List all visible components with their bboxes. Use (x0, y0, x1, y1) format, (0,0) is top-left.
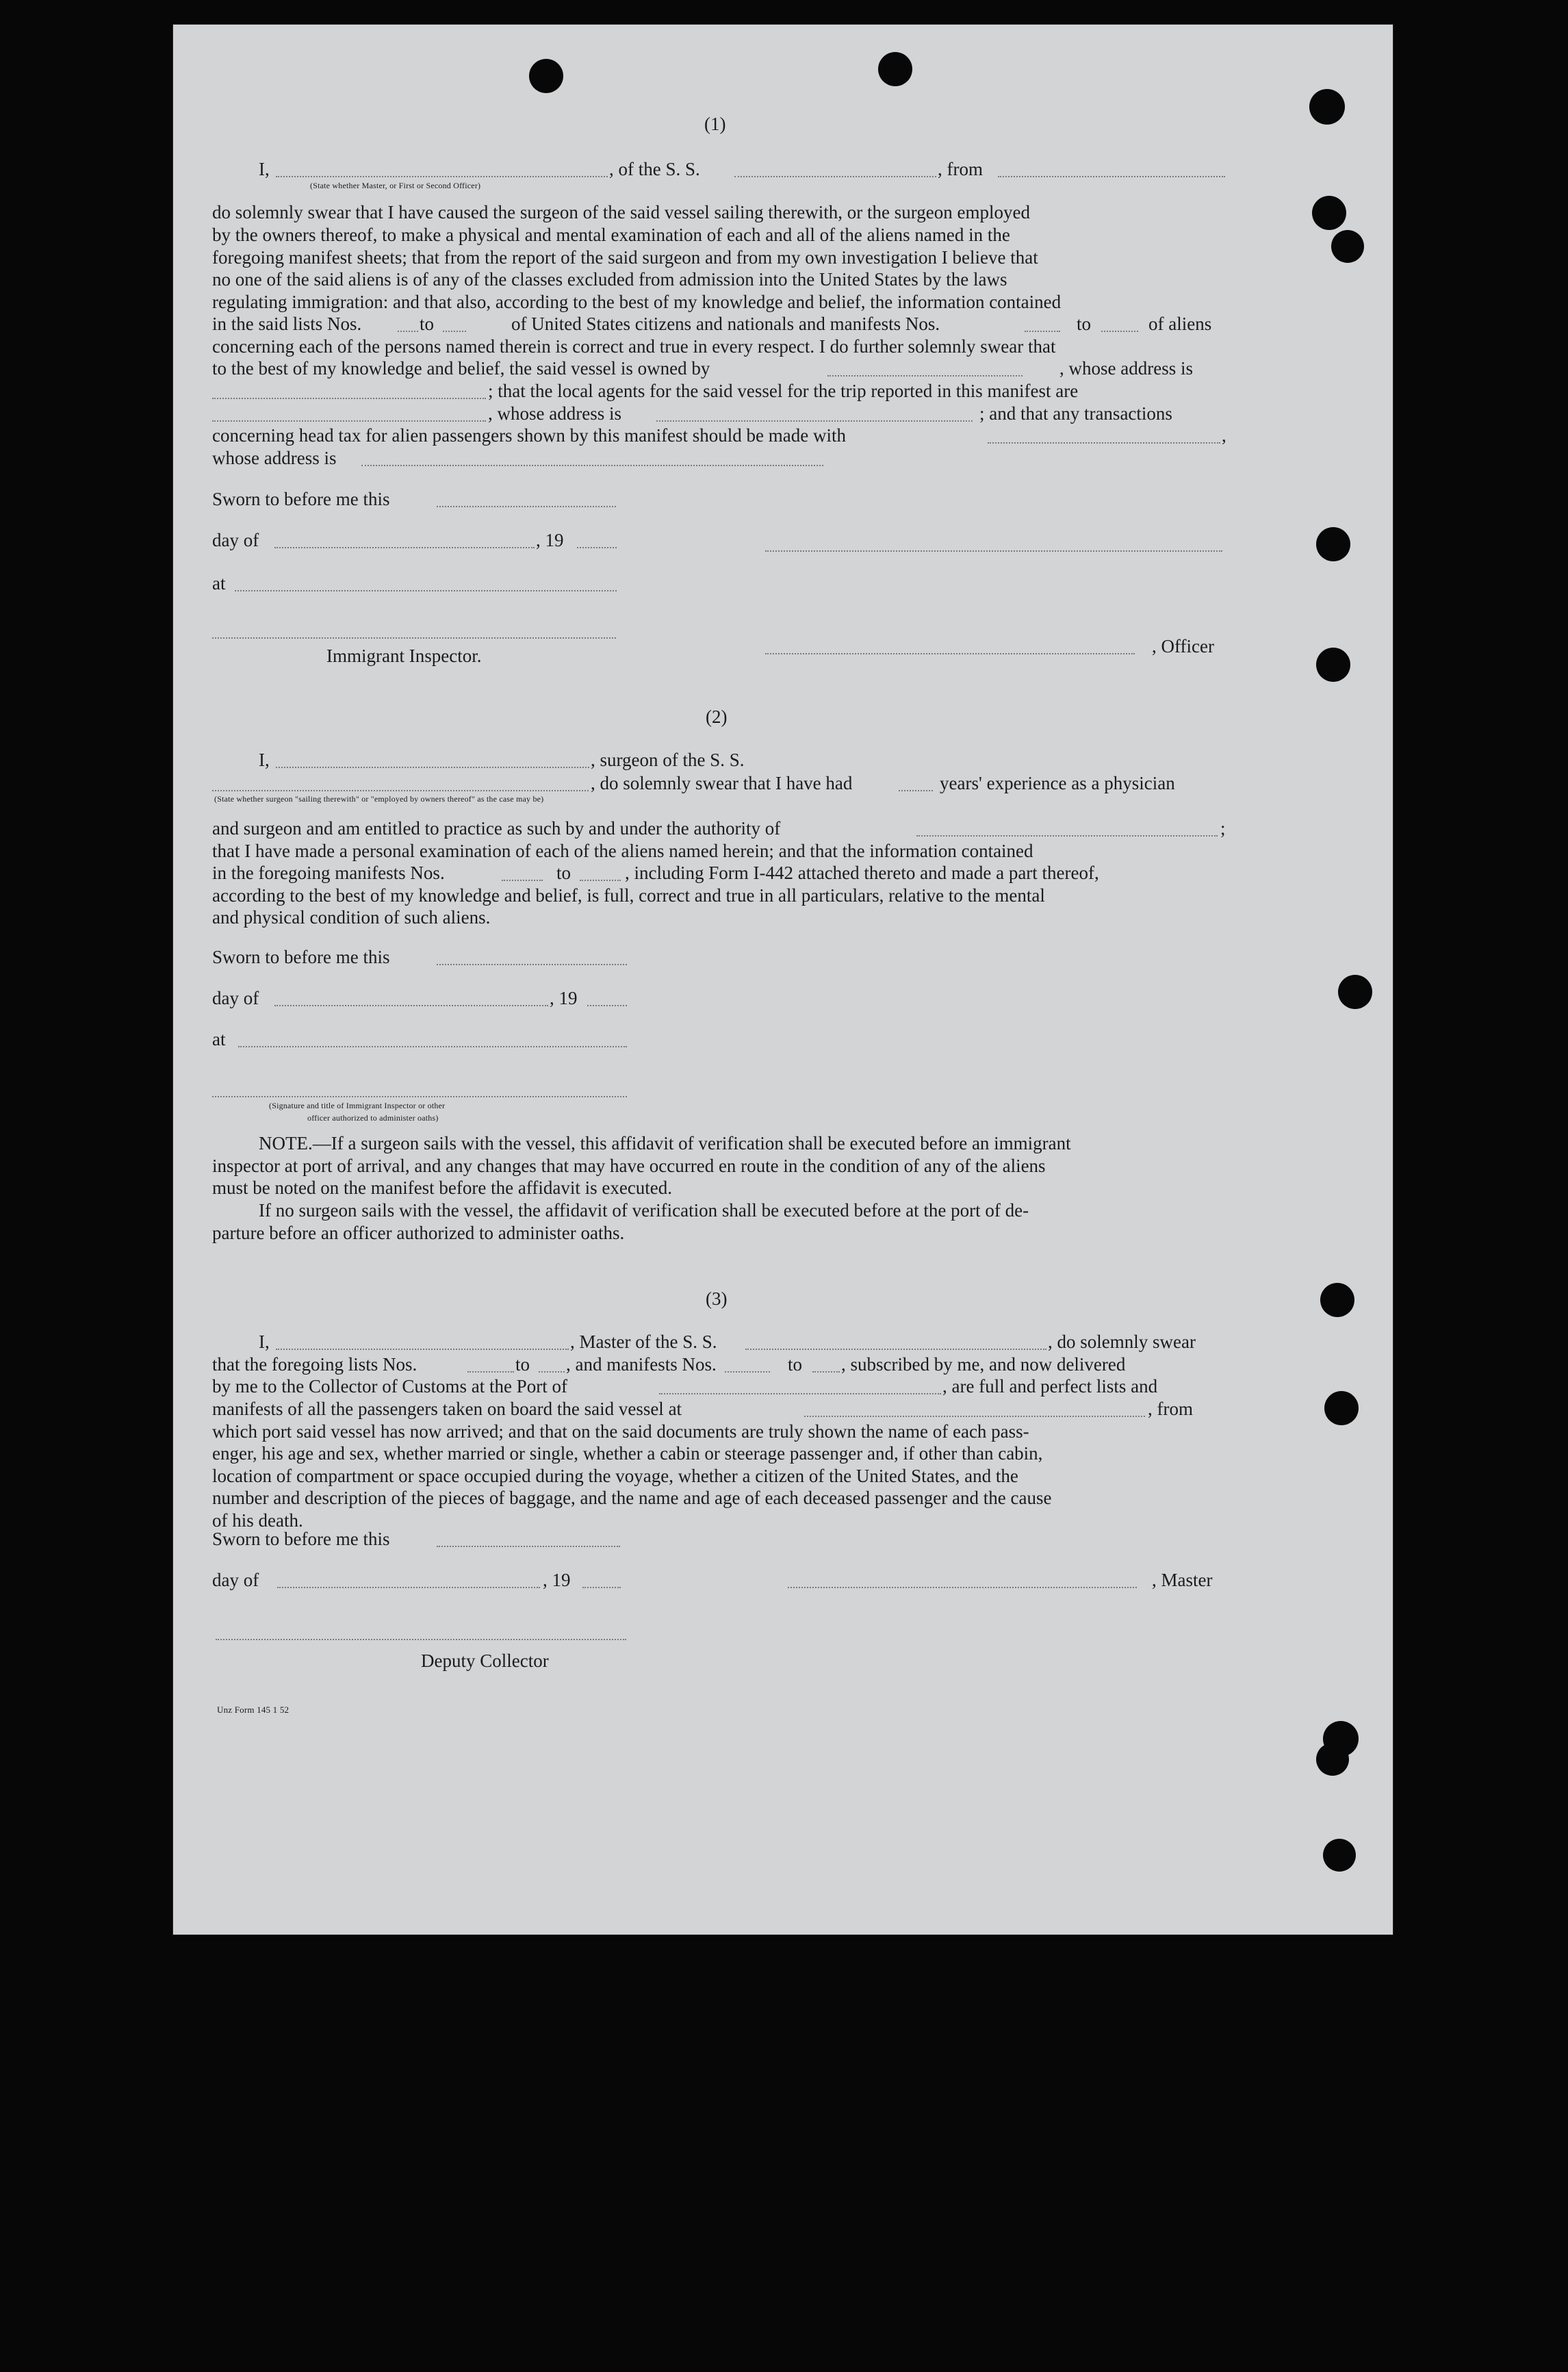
s3-body-line: number and description of the pieces of baggage, and the name and age of each deceased passenger and the cause (212, 1488, 1052, 1508)
s3-manifests-label: , and manifests Nos. (566, 1354, 717, 1375)
s1-lists-label: in the said lists Nos. (212, 314, 362, 334)
punch-hole (1324, 1391, 1359, 1425)
form-sheet (173, 25, 1393, 1935)
s1-inspector-signature-field[interactable] (212, 637, 616, 639)
s3-port-field[interactable] (659, 1393, 941, 1394)
s2-year-field[interactable] (587, 1005, 627, 1006)
s1-at-field[interactable] (235, 590, 617, 591)
s1-agents-label: ; that the local agents for the said vessel for the trip reported in this manifest are (488, 381, 1079, 401)
s1-at-label: at (212, 573, 226, 594)
s1-officer-field[interactable] (276, 176, 608, 177)
s2-swear-label: , do solemnly swear that I have had (591, 773, 853, 793)
punch-hole (529, 59, 563, 93)
s2-signature-caption: (Signature and title of Immigrant Inspector or other (269, 1101, 446, 1110)
s3-master-name-field[interactable] (276, 1349, 569, 1350)
s2-years-label: years' experience as a physician (940, 773, 1175, 793)
s1-body-line: do solemnly swear that I have caused the surgeon of the said vessel sailing therewith, or the surgeon employed (212, 202, 1030, 222)
s3-from-label: , from (1148, 1399, 1193, 1419)
s2-vessel-field[interactable] (212, 790, 589, 791)
s3-body-line: location of compartment or space occupied during the voyage, whether a citizen of the United States, and the (212, 1466, 1018, 1486)
punch-hole (1309, 89, 1345, 125)
s3-board-field[interactable] (804, 1416, 1145, 1417)
s2-year-label: , 19 (550, 988, 578, 1008)
s3-master-label: , Master of the S. S. (570, 1331, 717, 1352)
s3-vessel-field[interactable] (745, 1349, 1046, 1350)
s2-authority-label: and surgeon and am entitled to practice as such by and under the authority of (212, 818, 781, 839)
s1-body-line: no one of the said aliens is of any of the classes excluded from admission into the United States by the laws (212, 269, 1007, 290)
s2-manifest-to-field[interactable] (580, 880, 621, 881)
s3-to-label: to (515, 1354, 530, 1375)
s1-headtax-label: concerning head tax for alien passengers shown by this manifest should be made with (212, 425, 847, 446)
s3-lists-label: that the foregoing lists Nos. (212, 1354, 417, 1375)
punch-hole (1316, 1743, 1349, 1776)
s1-body-line: foregoing manifest sheets; that from the report of the said surgeon and from my own investigation I believe that (212, 247, 1038, 268)
s2-form-label: , including Form I-442 attached thereto and made a part thereof, (625, 863, 1099, 883)
punch-hole (1312, 196, 1346, 230)
s3-sworn-field[interactable] (437, 1546, 620, 1547)
s3-lists-perfect-label: , are full and perfect lists and (942, 1376, 1158, 1397)
s1-officer-signature-field[interactable] (765, 550, 1222, 552)
s1-day-label: day of (212, 530, 259, 550)
s2-surgeon-caption: (State whether surgeon "sailing therewith" or "employed by owners thereof" as the case may be) (214, 794, 544, 804)
s1-from-label: , from (938, 159, 983, 179)
s1-whose-label: whose address is (212, 448, 337, 468)
s3-year-field[interactable] (582, 1587, 621, 1588)
s3-sworn-label: Sworn to before me this (212, 1529, 390, 1549)
s1-body-line: regulating immigration: and that also, according to the best of my knowledge and belief, the information contained (212, 292, 1062, 312)
s2-at-field[interactable] (238, 1046, 627, 1047)
s3-list-from-field[interactable] (467, 1371, 514, 1373)
s3-manifest-to-field[interactable] (812, 1371, 840, 1373)
s3-year-label: , 19 (543, 1570, 571, 1590)
punch-hole (1320, 1283, 1354, 1317)
s1-agents-address-field[interactable] (656, 420, 973, 422)
s2-manifests-label: in the foregoing manifests Nos. (212, 863, 445, 883)
s2-body-line: according to the best of my knowledge and belief, is full, correct and true in all particulars, relative to the mental (212, 885, 1045, 906)
s2-sworn-label: Sworn to before me this (212, 947, 390, 967)
s1-from-field[interactable] (998, 176, 1225, 177)
s1-agents-address-label: , whose address is (488, 403, 621, 424)
s2-surgeon-label: , surgeon of the S. S. (591, 750, 745, 770)
s3-master-signature-field[interactable] (788, 1587, 1137, 1588)
s1-headtax-field[interactable] (988, 442, 1220, 444)
s2-day-label: day of (212, 988, 259, 1008)
s1-manifest-from-field[interactable] (1025, 331, 1060, 332)
s1-list-from-field[interactable] (398, 331, 418, 332)
s1-whose-field[interactable] (361, 465, 823, 466)
s1-year-field[interactable] (577, 547, 617, 548)
s1-owner-field[interactable] (827, 375, 1023, 377)
s1-of-ss-label: , of the S. S. (609, 159, 700, 179)
section-1-heading: (1) (704, 114, 726, 134)
s2-to-label: to (556, 863, 571, 883)
punch-hole (1338, 975, 1372, 1009)
s1-citizens-label: of United States citizens and nationals and manifests Nos. (511, 314, 940, 334)
s1-owner-address-label: , whose address is (1059, 358, 1193, 379)
s2-sworn-field[interactable] (437, 964, 627, 965)
s1-inspector-label: Immigrant Inspector. (326, 646, 482, 666)
s3-body-line: enger, his age and sex, whether married or single, whether a cabin or steerage passenger and, if other than cabin, (212, 1443, 1043, 1464)
s1-owned-label: to the best of my knowledge and belief, the said vessel is owned by (212, 358, 710, 379)
s2-note-line: NOTE.—If a surgeon sails with the vessel, this affidavit of verification shall be executed before an immigrant (259, 1133, 1071, 1153)
s1-list-to-field[interactable] (443, 331, 466, 332)
s2-day-field[interactable] (274, 1005, 548, 1006)
s3-board-label: manifests of all the passengers taken on board the said vessel at (212, 1399, 682, 1419)
s2-note-line: parture before an officer authorized to administer oaths. (212, 1223, 625, 1243)
s1-officer-caption: (State whether Master, or First or Second Officer) (310, 181, 481, 190)
s2-body-line: that I have made a personal examination of each of the aliens named herein; and that the information contained (212, 841, 1033, 861)
s1-to-label: to (420, 314, 435, 334)
s3-body-line: which port said vessel has now arrived; and that on the said documents are truly shown the name of each pass- (212, 1421, 1029, 1442)
s3-i-label: I, (259, 1331, 270, 1352)
s1-transactions-label: ; and that any transactions (979, 403, 1172, 424)
s2-note-line: If no surgeon sails with the vessel, the affidavit of verification shall be executed before at the port of de- (259, 1200, 1029, 1221)
s2-note-line: inspector at port of arrival, and any changes that may have occurred en route in the condition of any of the aliens (212, 1156, 1046, 1176)
s3-day-label: day of (212, 1570, 259, 1590)
punch-hole (1323, 1839, 1356, 1872)
s1-manifest-to-field[interactable] (1101, 331, 1138, 332)
form-number: Unz Form 145 1 52 (217, 1705, 290, 1715)
s1-day-field[interactable] (274, 547, 535, 548)
s1-owner-address-field[interactable] (212, 398, 486, 399)
s1-officer-label: , Officer (1152, 636, 1214, 656)
punch-hole (1316, 648, 1350, 682)
punch-hole (1316, 527, 1350, 561)
s1-agents-field[interactable] (212, 420, 486, 422)
punch-hole (1331, 230, 1364, 263)
s1-sworn-field[interactable] (437, 506, 616, 507)
s2-years-field[interactable] (899, 790, 933, 791)
s2-at-label: at (212, 1029, 226, 1049)
s1-to-label-2: to (1077, 314, 1092, 334)
s3-delivered-label: , subscribed by me, and now delivered (841, 1354, 1126, 1375)
s2-note-line: must be noted on the manifest before the affidavit is executed. (212, 1177, 673, 1198)
s1-aliens-label: of aliens (1148, 314, 1212, 334)
s3-body-line: of his death. (212, 1510, 303, 1531)
s2-signature-field[interactable] (212, 1096, 627, 1097)
s1-officer-name-field[interactable] (765, 653, 1135, 654)
section-2-heading: (2) (706, 706, 728, 727)
s2-authority-semicolon: ; (1220, 818, 1226, 839)
s2-authority-field[interactable] (916, 835, 1218, 837)
section-3-heading: (3) (706, 1288, 728, 1309)
s2-signature-caption: officer authorized to administer oaths) (307, 1113, 439, 1123)
s3-day-field[interactable] (277, 1587, 540, 1588)
s1-year-label: , 19 (536, 530, 564, 550)
s3-to-label-2: to (788, 1354, 803, 1375)
s1-vessel-field[interactable] (734, 176, 936, 177)
s3-manifest-from-field[interactable] (725, 1371, 770, 1373)
s3-port-label: by me to the Collector of Customs at the Port of (212, 1376, 567, 1397)
s3-deputy-signature-field[interactable] (216, 1639, 626, 1640)
s3-master-sig-label: , Master (1152, 1570, 1213, 1590)
s1-sworn-label: Sworn to before me this (212, 489, 390, 509)
s2-surgeon-name-field[interactable] (276, 767, 589, 768)
s2-manifest-from-field[interactable] (502, 880, 543, 881)
punch-hole (878, 52, 912, 86)
s2-i-label: I, (259, 750, 270, 770)
s1-i-label: I, (259, 159, 270, 179)
s1-headtax-comma: , (1222, 425, 1226, 446)
s3-deputy-label: Deputy Collector (421, 1650, 549, 1671)
s1-body-line: by the owners thereof, to make a physical and mental examination of each and all of the aliens named in the (212, 225, 1010, 245)
s1-body-line: concerning each of the persons named therein is correct and true in every respect. I do further solemnly swear that (212, 336, 1056, 357)
s3-swear-label: , do solemnly swear (1048, 1331, 1196, 1352)
s3-list-to-field[interactable] (539, 1371, 565, 1373)
s2-body-line: and physical condition of such aliens. (212, 907, 491, 928)
